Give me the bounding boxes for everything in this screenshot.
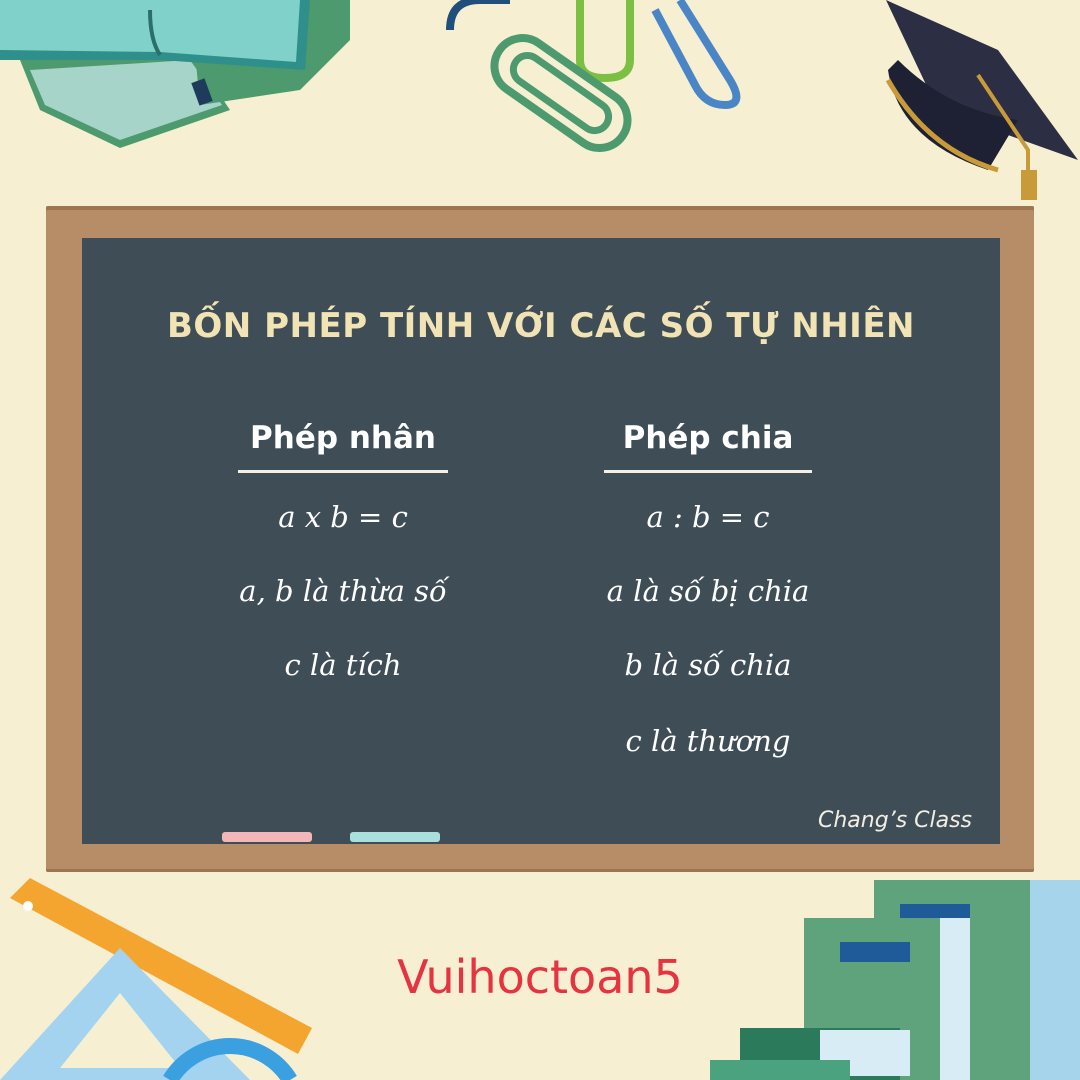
signature: Chang’s Class [818,808,973,833]
multiplication-line: a, b là thừa số [239,574,447,608]
multiplication-formula: a x b = c [278,500,408,534]
chalk-icon [350,832,440,842]
paper-clip-icon [440,0,770,180]
division-heading [604,420,812,473]
division-underline [604,470,812,473]
multiplication-heading [238,420,448,473]
chalk-icon [222,832,312,842]
division-line: a là số bị chia [606,574,810,608]
division-heading-text: Phép chia [622,420,794,456]
multiplication-underline [238,470,448,473]
division-formula: a : b = c [646,500,770,534]
multiplication-line: c là tích [284,648,402,682]
graduation-cap-icon [878,0,1080,210]
book-stack-icon [0,0,360,150]
division-line: b là số chia [624,648,792,682]
multiplication-heading-text: Phép nhân [250,420,436,456]
page-title: BỐN PHÉP TÍNH VỚI CÁC SỐ TỰ NHIÊN [166,306,915,346]
brand-footer: Vuihoctoan5 [397,950,683,1004]
division-line: c là thương [625,724,791,758]
